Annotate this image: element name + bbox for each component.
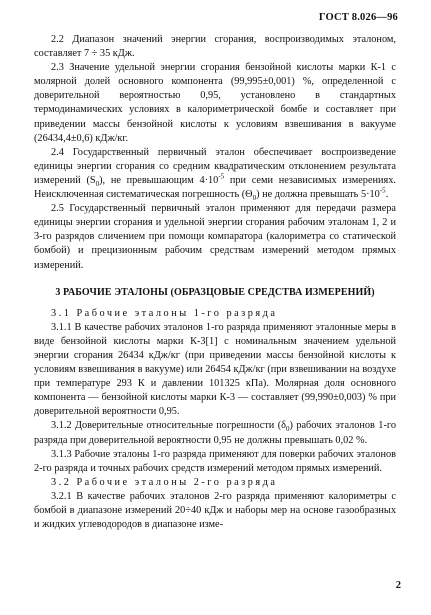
p2-4-text-3: при семи независимых измерениях. Неисключенная систематическая погрешность (Θ — [34, 174, 397, 201]
p3-1-2-text-1: 3.1.2 Доверительные относительные погрешности (δ — [51, 420, 286, 432]
subsection-3-2-heading: 3.2 Рабочие эталоны 2-го разряда — [51, 476, 278, 488]
p3-1-2-text-2: ) рабочих эталонов 1-го разряда при доверительной вероятности 0,95 не должны превышать 0,02 %. — [34, 420, 396, 446]
p2-4-text-5: . — [385, 189, 389, 201]
p2-4-superscript-1: -5 — [218, 172, 225, 181]
p3-1-2-subscript: 0 — [286, 425, 290, 434]
p2-4-subscript-1: 0 — [95, 179, 100, 188]
p2-4-text-1: 2.4 Государственный первичный эталон обеспечивает воспроизведение единицы энергии сгорания со средним квадратическим отклонением результата измерений (S — [34, 146, 396, 186]
p2-4-superscript-2: -5 — [379, 186, 386, 195]
paragraph-2-5: 2.5 Государственный первичный эталон применяют для передачи размера единицы энергии сгорания и удельной энергии сгорания рабочим эталонам 1, 2 и 3-го разрядов сличением при помощи компаратора (калориметра со статической бомбой) и прецизионным рабочим средствам измерений методом прямых измерений. — [34, 203, 396, 271]
p2-4-text-2: ), не превышающим 4·10 — [99, 174, 219, 186]
p2-4-subscript-2: 0 — [252, 194, 257, 203]
subsection-3-1-heading: 3.1 Рабочие эталоны 1-го разряда — [51, 307, 278, 319]
document-code-header: ГОСТ 8.026—96 — [318, 12, 398, 23]
paragraph-2-2: 2.2 Диапазон значений энергии сгорания, воспроизводимых эталоном, составляет 7 ÷ 35 кДж. — [34, 34, 396, 60]
p2-4-text-4: ) не должна превышать 5·10 — [256, 189, 380, 201]
paragraph-2-4 — [34, 146, 396, 202]
paragraph-2-3: 2.3 Значение удельной энергии сгорания бензойной кислоты марки К-1 с молярной долей основного компонента (99,995±0,001) %, определенной с доверительной вероятностью 0,95, установлено в стандартных термодинамических условиях в калориметрической бомбе и составляет при приведении массы бензойной кислоты к условиям взвешивания в вакууме (26434,4±0,6) кДж/кг. — [34, 62, 396, 144]
paragraph-3-1-2 — [34, 419, 396, 447]
section-3-heading: 3 РАБОЧИЕ ЭТАЛОНЫ (ОБРАЗЦОВЫЕ СРЕДСТВА ИЗМЕРЕНИЙ) — [55, 286, 375, 298]
paragraph-3-1-3: 3.1.3 Рабочие эталоны 1-го разряда применяют для поверки рабочих эталонов 2-го разряда и точных рабочих средств измерений методом прямых измерений. — [34, 448, 396, 474]
paragraph-3-1-1: 3.1.1 В качестве рабочих эталонов 1-го разряда применяют эталонные меры в виде бензойной кислоты марки К-3[1] с номинальным значением удельной энергии сгорания 26434 кДж/кг (при приведении массы бензойной кислоты к условиям взвешивания в вакууме) или 26454 кДж/кг (при взвешивании на воздухе при температуре 293 К и давлении 101325 кПа). Молярная доля основного компонента — бензойной кислоты марки К-3 — составляет (99,990±0,003) % при доверительной вероятности 0,95. — [34, 321, 396, 418]
paragraph-3-2-1: 3.2.1 В качестве рабочих эталонов 2-го разряда применяют калориметры с бомбой в диапазоне измерений 20÷40 кДж и наборы мер на основе газообразных и жидких углеводородов в диапазоне изме- — [34, 490, 396, 531]
document-body — [34, 33, 396, 532]
page-number: 2 — [395, 580, 401, 591]
